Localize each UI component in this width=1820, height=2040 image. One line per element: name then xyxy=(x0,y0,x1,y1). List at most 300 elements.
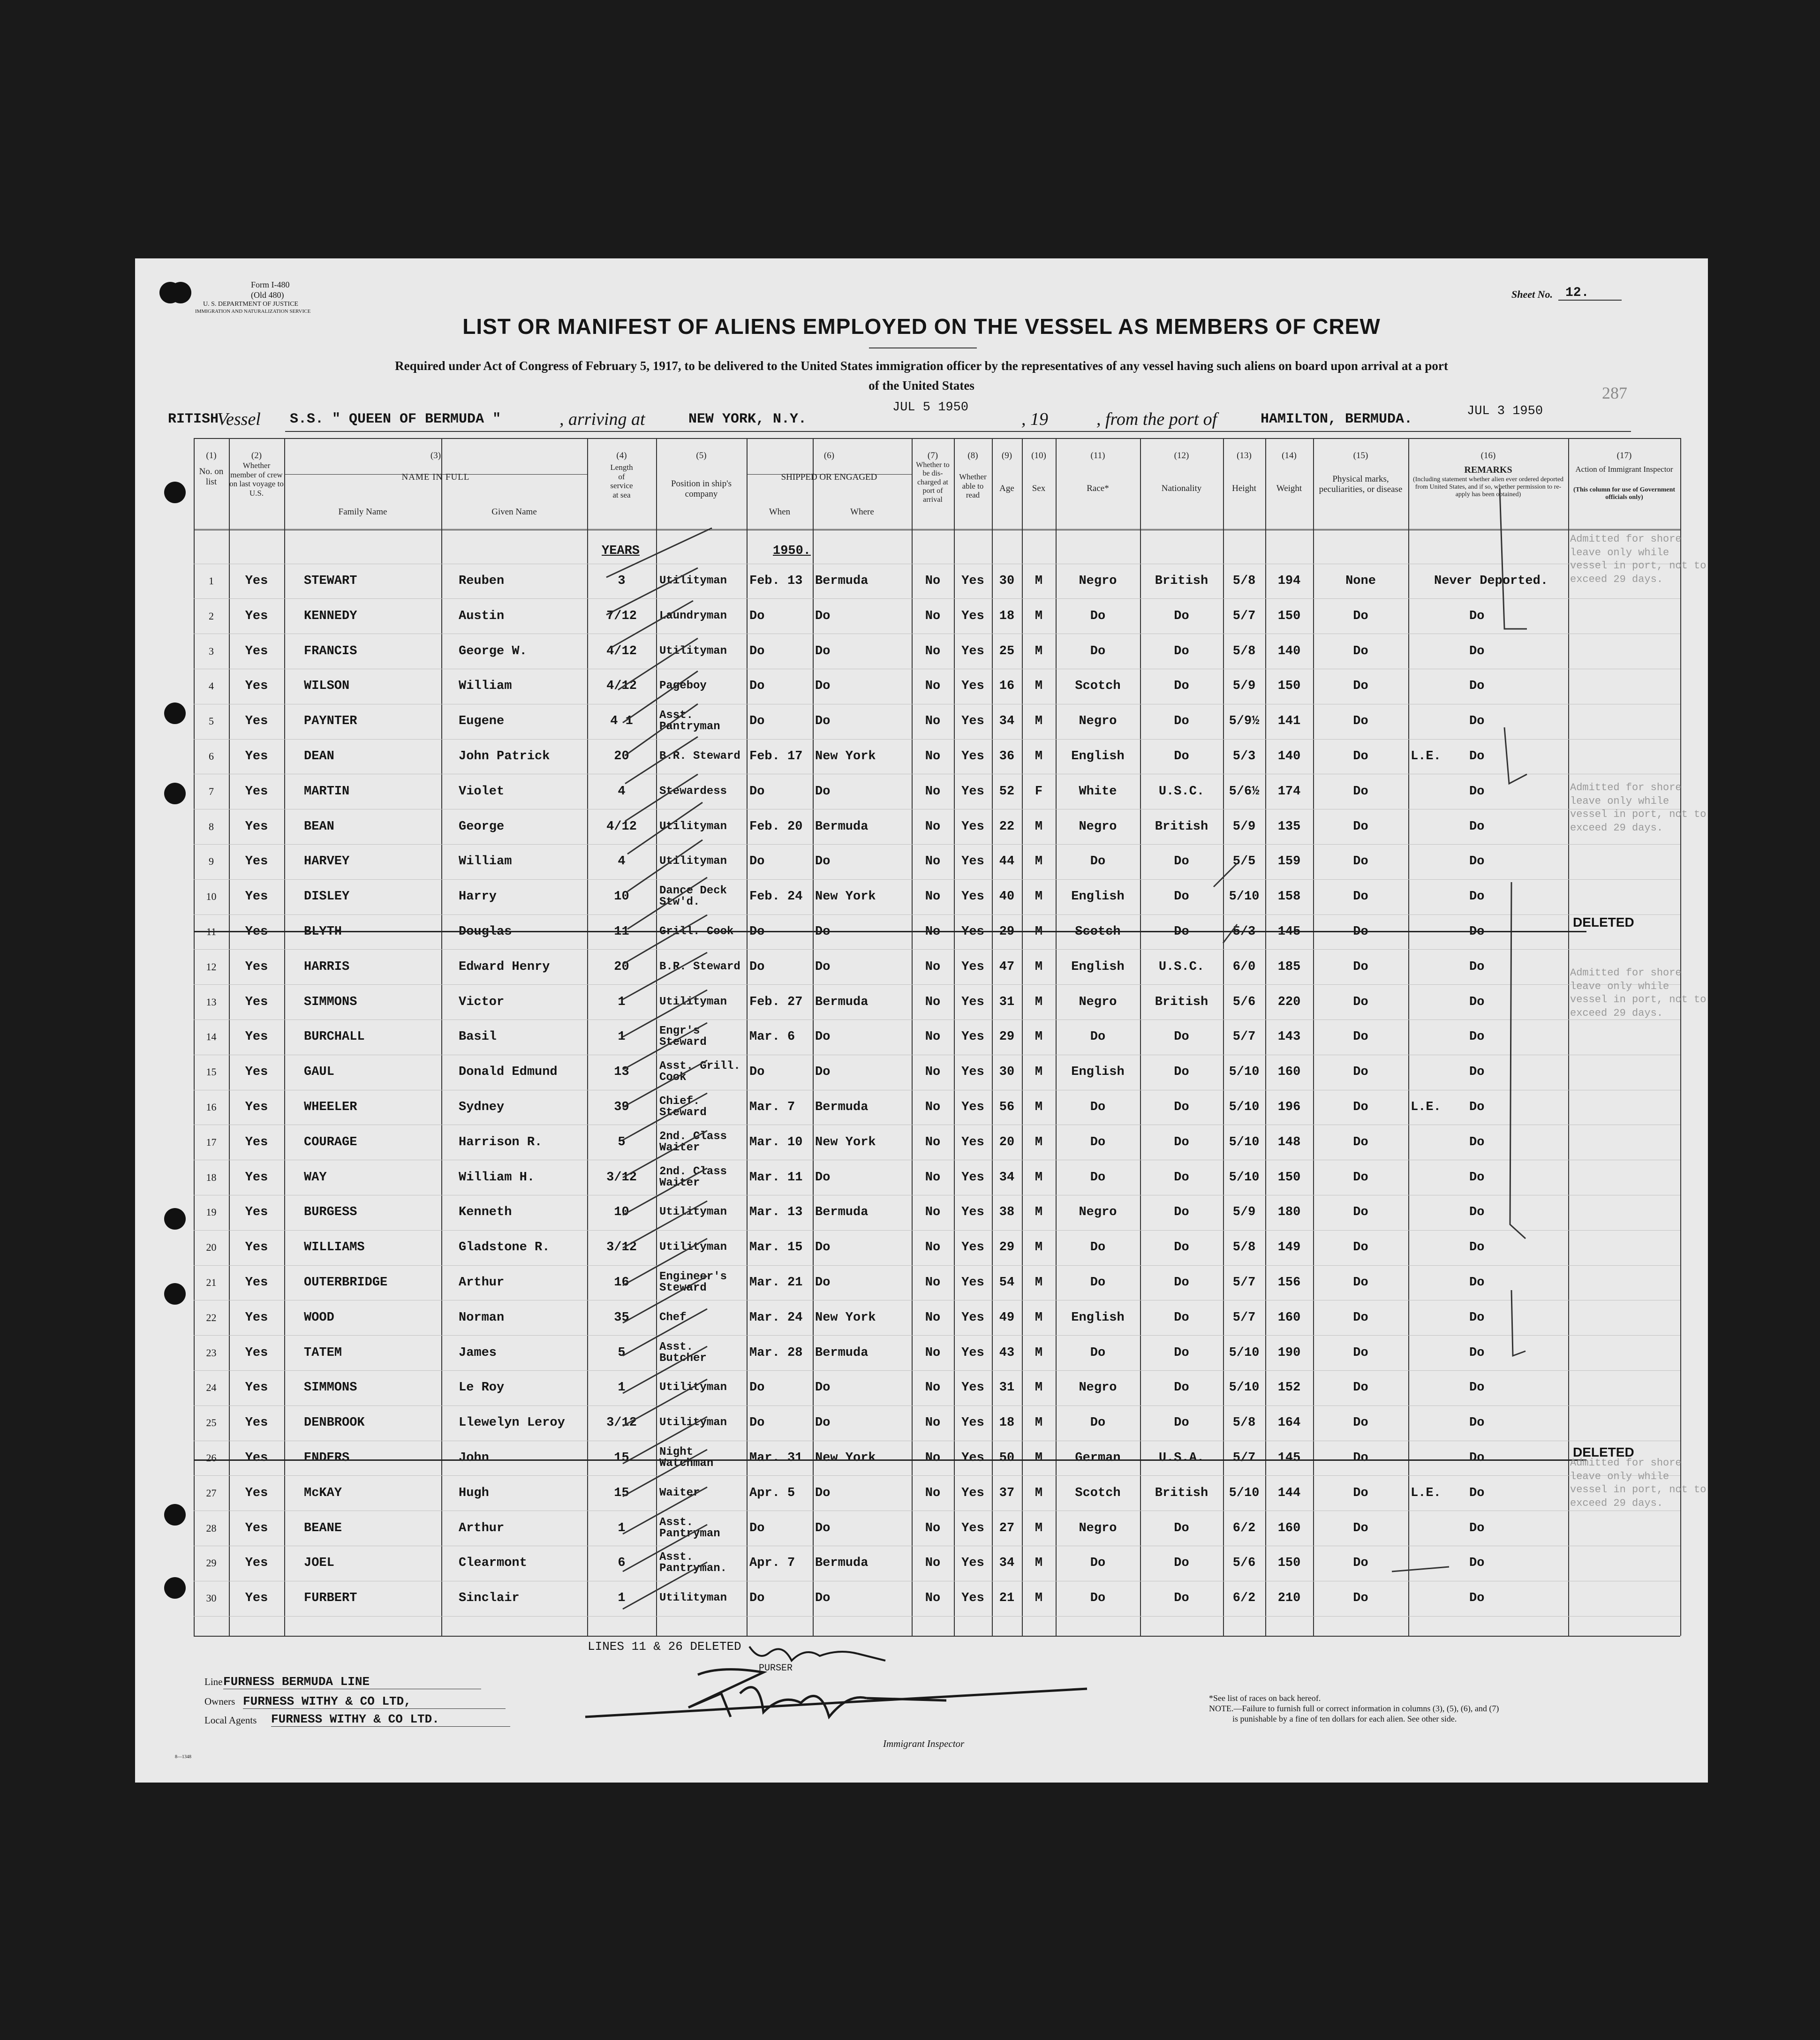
race: Do xyxy=(1090,1170,1106,1185)
nationality: Do xyxy=(1174,1100,1189,1114)
height: 5/10 xyxy=(1229,1170,1260,1185)
given-name: Austin xyxy=(459,609,505,623)
weight: 141 xyxy=(1277,714,1301,729)
col10-index: (10) xyxy=(1031,451,1046,461)
length-of-service: 13 xyxy=(614,1065,629,1080)
nationality: Do xyxy=(1174,1556,1189,1571)
family-name: SIMMONS xyxy=(304,995,357,1009)
age: 22 xyxy=(999,819,1015,834)
manifest-sheet xyxy=(135,258,1708,1783)
position: B.R. Steward xyxy=(659,960,740,973)
family-name: STEWART xyxy=(304,574,357,588)
sex: M xyxy=(1035,1345,1043,1360)
row-number: 2 xyxy=(209,610,214,622)
col7-header: Whether to be dis-charged at port of arrival xyxy=(916,461,950,504)
col17-index: (17) xyxy=(1616,451,1632,461)
position: Utilityman xyxy=(659,644,727,657)
given-name: Gladstone R. xyxy=(459,1240,550,1255)
weight: 210 xyxy=(1277,1591,1301,1606)
able-to-read: Yes xyxy=(961,1276,984,1290)
length-of-service: 15 xyxy=(614,1486,629,1500)
family-name: ENDERS xyxy=(304,1451,350,1465)
able-to-read: Yes xyxy=(961,1521,984,1535)
crew-last-voyage: Yes xyxy=(245,609,268,623)
able-to-read: Yes xyxy=(961,714,984,729)
age: 34 xyxy=(999,1170,1015,1185)
shipped-when: Feb. 13 xyxy=(749,574,803,588)
sex: M xyxy=(1035,1135,1043,1149)
vessel-name: S.S. " QUEEN OF BERMUDA " xyxy=(290,411,501,427)
remarks: Do xyxy=(1469,1345,1485,1360)
length-of-service: 3/12 xyxy=(606,1240,637,1255)
nationality: Do xyxy=(1174,1345,1189,1360)
height: 5/9 xyxy=(1232,679,1256,694)
col6-index: (6) xyxy=(823,451,835,461)
col10-header: Sex xyxy=(1032,484,1046,493)
crew-last-voyage: Yes xyxy=(245,890,268,904)
nationality: Do xyxy=(1174,1030,1189,1044)
length-of-service: 16 xyxy=(614,1276,629,1290)
given-name: Donald Edmund xyxy=(459,1065,558,1080)
age: 16 xyxy=(999,679,1015,694)
race: Do xyxy=(1090,644,1106,658)
to-be-discharged: No xyxy=(925,1135,941,1149)
sex: M xyxy=(1035,854,1043,869)
purser-signature-icon xyxy=(749,1647,885,1661)
physical-marks: Do xyxy=(1353,784,1368,799)
former-form-number: (Old 480) xyxy=(251,290,284,300)
remarks: Do xyxy=(1469,960,1485,974)
sex: M xyxy=(1035,1486,1043,1500)
given-name: Arthur xyxy=(459,1276,505,1290)
family-name: HARVEY xyxy=(304,854,350,869)
given-name: George W. xyxy=(459,644,527,658)
col16-note: (Including statement whether alien ever ordered deported from United States, and if so, whether permission to re-apply has been obtained) xyxy=(1412,476,1564,499)
agents-label: Local Agents xyxy=(204,1715,257,1726)
height: 5/3 xyxy=(1232,925,1256,939)
service-tick xyxy=(606,528,712,577)
physical-marks: Do xyxy=(1353,1521,1368,1535)
family-name: SIMMONS xyxy=(304,1381,357,1395)
length-of-service: 6 xyxy=(618,1556,626,1571)
remarks: Do xyxy=(1469,1416,1485,1430)
col11-header: Race* xyxy=(1087,484,1109,493)
shipped-when: Mar. 13 xyxy=(749,1205,803,1220)
physical-marks: Do xyxy=(1353,1100,1368,1114)
family-name: WILSON xyxy=(304,679,350,694)
col11-index: (11) xyxy=(1090,451,1105,461)
departure-date: JUL 3 1950 xyxy=(1467,404,1543,418)
sex: M xyxy=(1035,1310,1043,1325)
remarks: Do xyxy=(1469,1381,1485,1395)
shipped-where: New York xyxy=(815,1135,876,1149)
race: Do xyxy=(1090,1556,1106,1571)
col14-index: (14) xyxy=(1282,451,1297,461)
height-tick xyxy=(1223,924,1237,943)
shipped-when: Mar. 31 xyxy=(749,1451,803,1465)
crew-last-voyage: Yes xyxy=(245,1345,268,1360)
weight: 150 xyxy=(1277,1170,1301,1185)
able-to-read: Yes xyxy=(961,1591,984,1606)
sex: M xyxy=(1035,574,1043,588)
age: 34 xyxy=(999,1556,1015,1571)
shipped-where: Bermuda xyxy=(815,1100,868,1114)
weight: 180 xyxy=(1277,1205,1301,1220)
sex: M xyxy=(1035,1521,1043,1535)
position: Laundryman xyxy=(659,609,727,622)
position: Utilityman xyxy=(659,574,727,587)
to-be-discharged: No xyxy=(925,925,941,939)
position: Utilityman xyxy=(659,1416,727,1429)
nationality: British xyxy=(1155,819,1208,834)
family-name: BEANE xyxy=(304,1521,342,1535)
race: English xyxy=(1071,1310,1125,1325)
able-to-read: Yes xyxy=(961,574,984,588)
page-number: 287 xyxy=(1602,384,1627,402)
sex: M xyxy=(1035,925,1043,939)
col2-header: Whether member of crew on last voyage to U.S. xyxy=(229,461,284,498)
physical-marks: Do xyxy=(1353,679,1368,694)
shipped-where: Do xyxy=(815,960,831,974)
age: 18 xyxy=(999,1416,1015,1430)
crew-last-voyage: Yes xyxy=(245,1381,268,1395)
length-of-service: 3 xyxy=(618,574,626,588)
given-name: Eugene xyxy=(459,714,505,729)
given-name: Harrison R. xyxy=(459,1135,543,1149)
from-port-label: , from the port of xyxy=(1096,409,1217,429)
shipped-when: Mar. 7 xyxy=(749,1100,795,1114)
weight: 150 xyxy=(1277,1556,1301,1571)
sex: M xyxy=(1035,644,1043,658)
weight: 140 xyxy=(1277,749,1301,763)
weight: 160 xyxy=(1277,1521,1301,1535)
nationality: British xyxy=(1155,995,1208,1009)
race: Negro xyxy=(1079,574,1117,588)
col9-index: (9) xyxy=(1001,451,1012,461)
able-to-read: Yes xyxy=(961,1100,984,1114)
to-be-discharged: No xyxy=(925,995,941,1009)
able-to-read: Yes xyxy=(961,1451,984,1465)
given-name: Clearmont xyxy=(459,1556,527,1571)
nationality: Do xyxy=(1174,1521,1189,1535)
service-tick xyxy=(623,1131,707,1178)
sex: M xyxy=(1035,1240,1043,1255)
length-of-service: 4/12 xyxy=(606,819,637,834)
shipped-when: Mar. 21 xyxy=(749,1276,803,1290)
age: 20 xyxy=(999,1135,1015,1149)
position: Grill. Cook xyxy=(659,925,734,938)
length-of-service: 7/12 xyxy=(606,609,637,623)
sex: M xyxy=(1035,679,1043,694)
able-to-read: Yes xyxy=(961,1381,984,1395)
height: 5/7 xyxy=(1232,1276,1256,1290)
position: Utilityman xyxy=(659,995,727,1008)
service-tick xyxy=(625,737,698,784)
family-name: HARRIS xyxy=(304,960,350,974)
to-be-discharged: No xyxy=(925,1556,941,1571)
weight: 144 xyxy=(1277,1486,1301,1500)
race: Do xyxy=(1090,1591,1106,1606)
position: Utilityman xyxy=(659,1241,727,1254)
weight: 159 xyxy=(1277,854,1301,869)
race: Scotch xyxy=(1075,925,1121,939)
given-name: John Patrick xyxy=(459,749,550,763)
shipped-where: Bermuda xyxy=(815,574,868,588)
weight: 152 xyxy=(1277,1381,1301,1395)
physical-marks: Do xyxy=(1353,1345,1368,1360)
to-be-discharged: No xyxy=(925,1310,941,1325)
remarks: Do xyxy=(1469,890,1485,904)
col13-index: (13) xyxy=(1237,451,1252,461)
sex: M xyxy=(1035,1381,1043,1395)
shipped-where: New York xyxy=(815,1310,876,1325)
sheet-number: 12. xyxy=(1565,286,1589,300)
sex: M xyxy=(1035,819,1043,834)
col1-index: (1) xyxy=(206,451,217,461)
height: 5/10 xyxy=(1229,1100,1260,1114)
remarks: Do xyxy=(1469,925,1485,939)
shipped-where: Do xyxy=(815,854,831,869)
crew-last-voyage: Yes xyxy=(245,749,268,763)
remarks: Do xyxy=(1469,1135,1485,1149)
able-to-read: Yes xyxy=(961,925,984,939)
crew-last-voyage: Yes xyxy=(245,995,268,1009)
shipped-when: Do xyxy=(749,714,765,729)
arrival-port: NEW YORK, N.Y. xyxy=(688,411,807,427)
to-be-discharged: No xyxy=(925,574,941,588)
shipped-when: Apr. 7 xyxy=(749,1556,795,1571)
remarks: Do xyxy=(1469,1591,1485,1606)
shipped-when: Do xyxy=(749,1416,765,1430)
family-name: FRANCIS xyxy=(304,644,357,658)
to-be-discharged: No xyxy=(925,890,941,904)
length-of-service: 4/12 xyxy=(606,644,637,658)
shipped-when: Do xyxy=(749,1521,765,1535)
year-unit: 1950. xyxy=(773,544,811,558)
given-name: John xyxy=(459,1451,489,1465)
col15-header: Physical marks, peculiarities, or disease xyxy=(1319,474,1403,494)
physical-marks: Do xyxy=(1353,749,1368,763)
shipped-when: Do xyxy=(749,1065,765,1080)
row-number: 16 xyxy=(206,1101,217,1113)
weight: 196 xyxy=(1277,1100,1301,1114)
deleted-stamp-row-26: DELETED xyxy=(1573,1445,1634,1459)
given-name: Hugh xyxy=(459,1486,489,1500)
physical-marks: Do xyxy=(1353,819,1368,834)
family-name: WAY xyxy=(304,1170,327,1185)
shipped-when: Mar. 15 xyxy=(749,1240,803,1255)
service-tick xyxy=(625,704,698,756)
race: Do xyxy=(1090,854,1106,869)
height: 5/10 xyxy=(1229,890,1260,904)
year-label: , 19 xyxy=(1021,409,1048,429)
given-name: Llewelyn Leroy xyxy=(459,1416,565,1430)
shipped-when: Mar. 6 xyxy=(749,1030,795,1044)
service-tick xyxy=(625,774,698,821)
length-of-service: 3/12 xyxy=(606,1416,637,1430)
row-number: 29 xyxy=(206,1557,217,1569)
age: 31 xyxy=(999,1381,1015,1395)
age: 37 xyxy=(999,1486,1015,1500)
nationality: Do xyxy=(1174,1135,1189,1149)
crew-last-voyage: Yes xyxy=(245,1310,268,1325)
height: 5/8 xyxy=(1232,1416,1256,1430)
length-of-service: 20 xyxy=(614,960,629,974)
physical-marks: Do xyxy=(1353,1486,1368,1500)
weight: 194 xyxy=(1277,574,1301,588)
length-of-service: 20 xyxy=(614,749,629,763)
height: 5/10 xyxy=(1229,1486,1260,1500)
owners-label: Owners xyxy=(204,1696,235,1707)
able-to-read: Yes xyxy=(961,1345,984,1360)
family-name: BURGESS xyxy=(304,1205,357,1220)
row-number: 22 xyxy=(206,1311,217,1323)
height: 5/6 xyxy=(1232,1556,1256,1571)
length-of-service: 4 1 xyxy=(610,714,633,729)
col17-note: (This column for use of Government officials only) xyxy=(1573,486,1676,501)
nationality: Do xyxy=(1174,1276,1189,1290)
to-be-discharged: No xyxy=(925,1276,941,1290)
position: Utilityman xyxy=(659,1206,727,1219)
physical-marks: Do xyxy=(1353,1030,1368,1044)
sex: M xyxy=(1035,995,1043,1009)
shipped-when: Feb. 17 xyxy=(749,749,803,763)
age: 34 xyxy=(999,714,1015,729)
given-name: Violet xyxy=(459,784,505,799)
remarks: Do xyxy=(1469,1556,1485,1571)
to-be-discharged: No xyxy=(925,1065,941,1080)
weight: 145 xyxy=(1277,925,1301,939)
remarks: Do xyxy=(1469,609,1485,623)
age: 31 xyxy=(999,995,1015,1009)
vessel-label: Vessel xyxy=(217,409,261,429)
family-name: COURAGE xyxy=(304,1135,357,1149)
position: Utilityman xyxy=(659,1592,727,1605)
shipped-where: Do xyxy=(815,1381,831,1395)
race: English xyxy=(1071,960,1125,974)
position: Stewardess xyxy=(659,785,727,798)
admitted-stamp: Admitted for shore leave only while vessel in port, not to exceed 29 days. xyxy=(1570,1457,1707,1509)
row-number: 1 xyxy=(209,575,214,587)
shipped-when: Do xyxy=(749,644,765,658)
age: 27 xyxy=(999,1521,1015,1535)
crew-last-voyage: Yes xyxy=(245,960,268,974)
physical-marks: Do xyxy=(1353,1451,1368,1465)
col5-index: (5) xyxy=(696,451,707,461)
to-be-discharged: No xyxy=(925,854,941,869)
inspector-bracket xyxy=(1510,882,1525,1239)
to-be-discharged: No xyxy=(925,784,941,799)
physical-marks: Do xyxy=(1353,1276,1368,1290)
penalty-note: NOTE.—Failure to furnish full or correct information in columns (3), (5), (6), and (7) xyxy=(1209,1704,1499,1713)
row-number: 20 xyxy=(206,1241,217,1254)
col1-header: No. on list xyxy=(199,467,224,487)
position: Utilityman xyxy=(659,855,727,868)
to-be-discharged: No xyxy=(925,960,941,974)
length-of-service: 4 xyxy=(618,784,626,799)
to-be-discharged: No xyxy=(925,1205,941,1220)
weight: 135 xyxy=(1277,819,1301,834)
admitted-stamp: Admitted for shore leave only while vessel in port, not to exceed 29 days. xyxy=(1570,967,1707,1019)
weight: 160 xyxy=(1277,1065,1301,1080)
row-number: 7 xyxy=(209,785,214,797)
able-to-read: Yes xyxy=(961,1416,984,1430)
able-to-read: Yes xyxy=(961,1030,984,1044)
row-number: 17 xyxy=(206,1136,217,1148)
remarks: Do xyxy=(1469,1276,1485,1290)
col5-header: Position in ship's company xyxy=(671,479,732,499)
age: 43 xyxy=(999,1345,1015,1360)
sheet-label: Sheet No. xyxy=(1511,288,1553,300)
admitted-stamp: Admitted for shore leave only while vessel in port, not to exceed 29 days. xyxy=(1570,533,1707,585)
le-mark: L.E. xyxy=(1411,1100,1441,1114)
position: Engineer's Steward xyxy=(659,1270,727,1294)
able-to-read: Yes xyxy=(961,1205,984,1220)
col9-header: Age xyxy=(999,484,1014,493)
to-be-discharged: No xyxy=(925,1100,941,1114)
length-of-service: 3/12 xyxy=(606,1170,637,1185)
arrival-date: JUL 5 1950 xyxy=(892,400,969,415)
crew-last-voyage: Yes xyxy=(245,1416,268,1430)
able-to-read: Yes xyxy=(961,1135,984,1149)
weight: 150 xyxy=(1277,609,1301,623)
col16-header: REMARKS xyxy=(1464,465,1512,475)
lines-deleted-note: LINES 11 & 26 DELETED xyxy=(588,1640,741,1654)
position: Night Watchman xyxy=(659,1446,714,1470)
col8-header: Whether able to read xyxy=(959,472,987,500)
nationality: Do xyxy=(1174,609,1189,623)
family-name: WOOD xyxy=(304,1310,334,1325)
nationality: Do xyxy=(1174,890,1189,904)
able-to-read: Yes xyxy=(961,819,984,834)
col2-index: (2) xyxy=(251,451,262,461)
service-tick xyxy=(623,1562,707,1609)
family-name: KENNEDY xyxy=(304,609,357,623)
given-name: William xyxy=(459,854,512,869)
length-of-service: 4/12 xyxy=(606,679,637,694)
race: Do xyxy=(1090,609,1106,623)
crew-last-voyage: Yes xyxy=(245,1521,268,1535)
position: Asst. Butcher xyxy=(659,1340,707,1365)
crew-last-voyage: Yes xyxy=(245,644,268,658)
shipped-when: Do xyxy=(749,679,765,694)
inspector-bracket xyxy=(1511,1290,1525,1356)
col13-header: Height xyxy=(1232,484,1256,493)
physical-marks: Do xyxy=(1353,1170,1368,1185)
inspector-bracket xyxy=(1500,488,1527,629)
race: White xyxy=(1079,784,1117,799)
given-name: James xyxy=(459,1345,497,1360)
length-of-service: 39 xyxy=(614,1100,629,1114)
remarks: Do xyxy=(1469,1240,1485,1255)
height: 5/8 xyxy=(1232,1240,1256,1255)
height: 6/2 xyxy=(1232,1521,1256,1535)
position: Asst. Pantryman. xyxy=(659,1551,727,1575)
given-name: Norman xyxy=(459,1310,505,1325)
physical-marks: Do xyxy=(1353,854,1368,869)
remarks: Do xyxy=(1469,995,1485,1009)
remarks: Do xyxy=(1469,1486,1485,1500)
family-name: DENBROOK xyxy=(304,1416,365,1430)
nationality: Do xyxy=(1174,1416,1189,1430)
line-value: FURNESS BERMUDA LINE xyxy=(223,1675,481,1689)
shipped-when: Mar. 24 xyxy=(749,1310,803,1325)
age: 38 xyxy=(999,1205,1015,1220)
line-label: Line xyxy=(204,1676,223,1687)
shipped-where: New York xyxy=(815,1451,876,1465)
able-to-read: Yes xyxy=(961,1310,984,1325)
age: 30 xyxy=(999,574,1015,588)
